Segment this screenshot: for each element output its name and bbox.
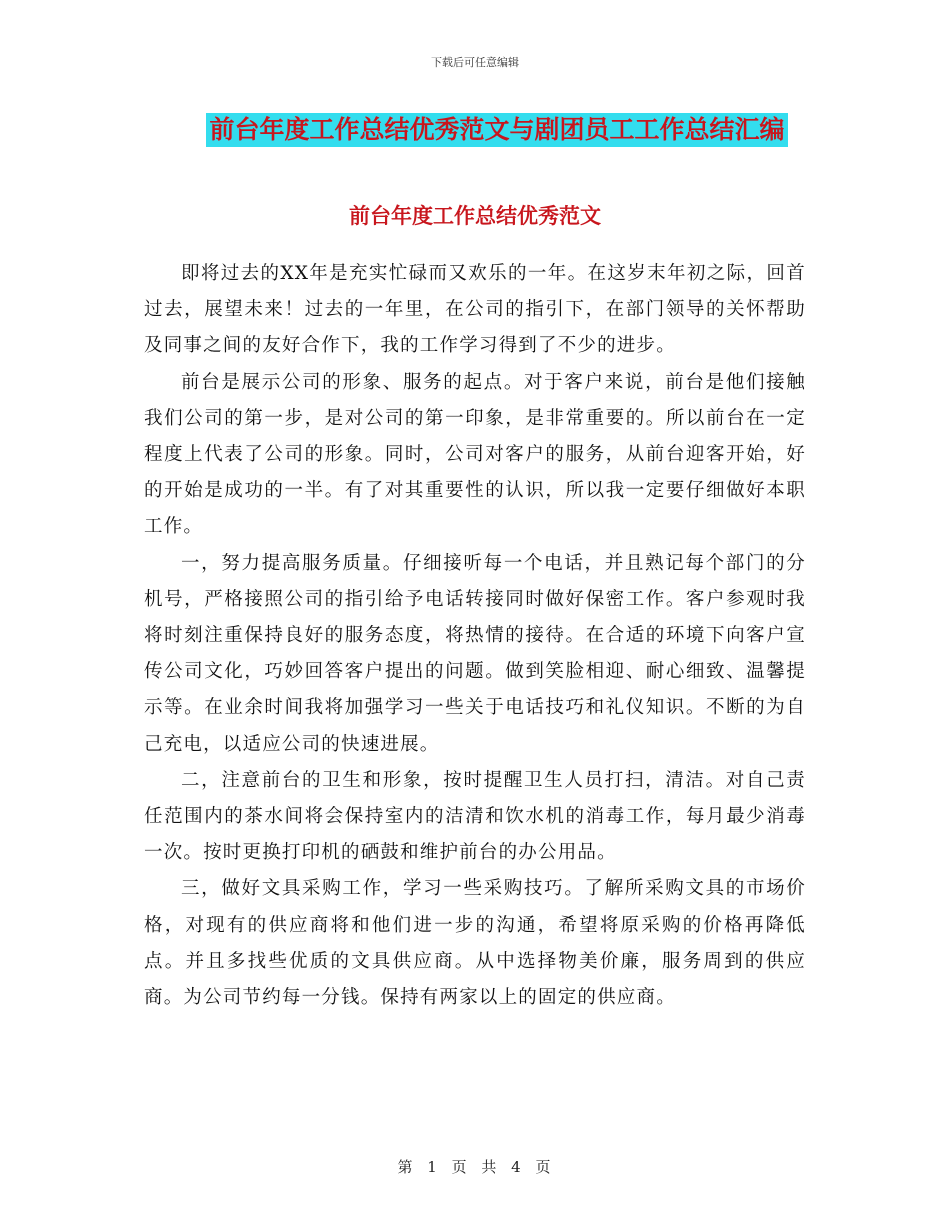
paragraph-1: 即将过去的XX年是充实忙碌而又欢乐的一年。在这岁末年初之际，回首过去，展望未来！过去的一年里，在公司的指引下，在部门领导的关怀帮助及同事之间的友好合作下，我的工作学习得到了不少的进步。 (144, 263, 806, 357)
page-indicator: 第 1 页 共 4 页 (397, 1158, 553, 1176)
header-note: 下载后可任意编辑 (431, 56, 519, 69)
paragraph-2: 前台是展示公司的形象、服务的起点。对于客户来说，前台是他们接触我们公司的第一步，是对公司的第一印象，是非常重要的。所以前台在一定程度上代表了公司的形象。同时，公司对客户的服务，从前台迎客开始，好的开始是成功的一半。有了对其重要性的认识，所以我一定要仔细做好本职工作。 (144, 371, 806, 538)
paragraph-5: 三，做好文具采购工作，学习一些采购技巧。了解所采购文具的市场价格，对现有的供应商将和他们进一步的沟通，希望将原采购的价格再降低点。并且多找些优质的文具供应商。从中选择物美价廉，服务周到的供应商。为公司节约每一分钱。保持有两家以上的固定的供应商。 (144, 878, 806, 1009)
paragraph-3: 一，努力提高服务质量。仔细接听每一个电话，并且熟记每个部门的分机号，严格接照公司的指引给予电话转接同时做好保密工作。客户参观时我将时刻注重保持良好的服务态度，将热情的接待。在合适的环境下向客户宣传公司文化，巧妙回答客户提出的问题。做到笑脸相迎、耐心细致、温馨提示等。在业余时间我将加强学习一些关于电话技巧和礼仪知识。不断的为自己充电，以适应公司的快速进展。 (144, 552, 806, 755)
main-title-container (0, 113, 950, 147)
section-title: 前台年度工作总结优秀范文 (349, 203, 601, 228)
document-body (144, 220, 806, 1016)
paragraph-4: 二，注意前台的卫生和形象，按时提醒卫生人员打扫，清洁。对自己责任范围内的茶水间将会保持室内的洁清和饮水机的消毒工作，每月最少消毒一次。按时更换打印机的硒鼓和维护前台的办公用品。 (144, 769, 806, 864)
main-title: 前台年度工作总结优秀范文与剧团员工工作总结汇编 (206, 113, 787, 147)
